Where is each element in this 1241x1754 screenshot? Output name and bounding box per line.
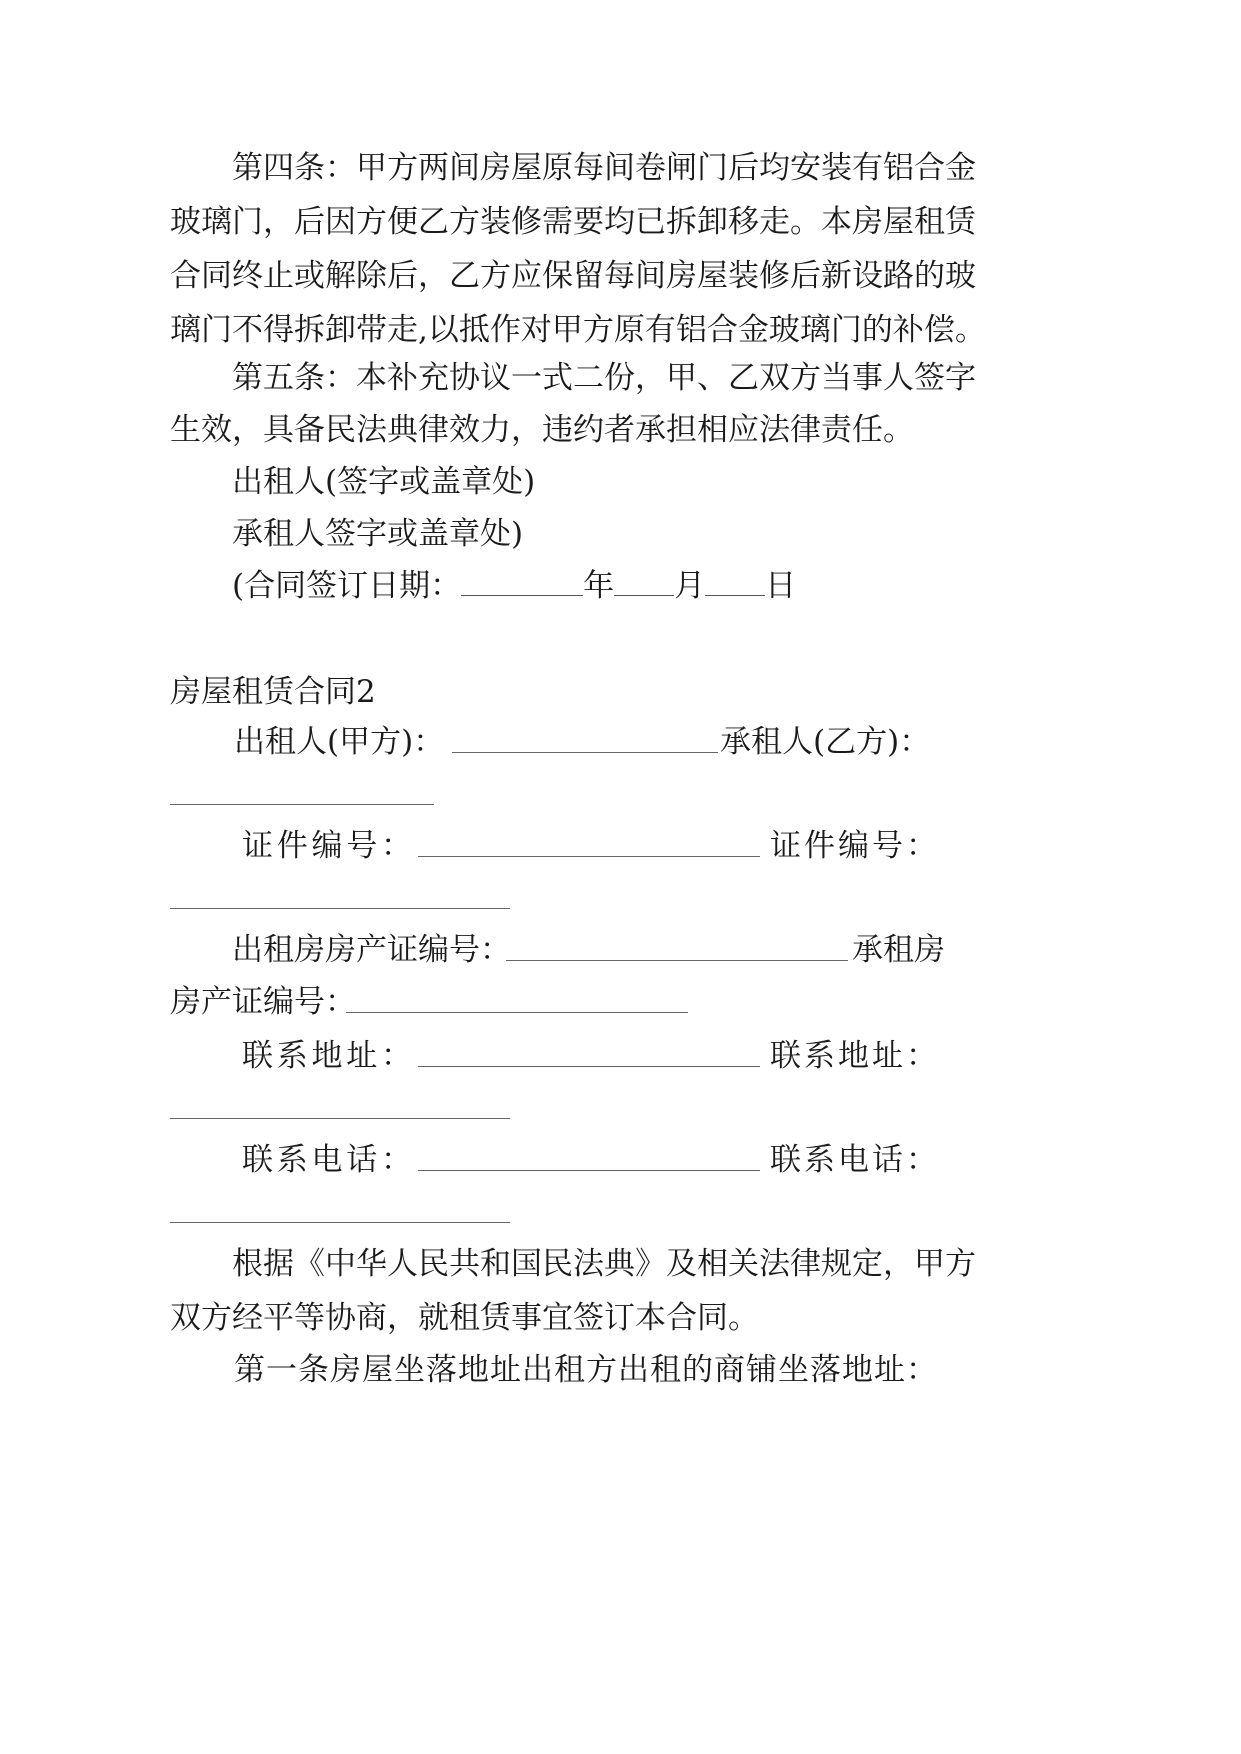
lessor-address-blank <box>418 1066 760 1067</box>
lessee-phone-blank <box>170 1222 510 1223</box>
lessee-signature-label: 承租人签字或盖章处) <box>232 516 524 552</box>
lessor-cert-blank <box>506 960 848 961</box>
lessee-id-blank <box>170 908 510 909</box>
article-4-line-3: 合同终止或解除后，乙方应保留每间房屋装修后新设路的玻 <box>170 258 976 294</box>
article-4-line-1: 第四条：甲方两间房屋原每间卷闸门后均安装有铝合金 <box>232 150 976 186</box>
lessee-address-label: 联系地址： <box>770 1038 937 1074</box>
lessor-phone-label: 联系电话： <box>242 1142 412 1178</box>
lessee-phone-label: 联系电话： <box>770 1142 937 1178</box>
signing-date-label: (合同签订日期： <box>232 568 462 604</box>
article-4-line-2: 玻璃门，后因方便乙方装修需要均已拆卸移走。本房屋租赁 <box>170 204 976 240</box>
lessee-party-blank <box>170 804 434 805</box>
year-blank <box>461 569 583 596</box>
lessor-cert-label: 出租房房产证编号： <box>232 932 511 968</box>
year-label: 年 <box>583 568 615 604</box>
month-label: 月 <box>674 568 706 604</box>
lessor-address-label: 联系地址： <box>242 1038 412 1074</box>
article-5-line-2: 生效，具备民法典律效力，违约者承担相应法律责任。 <box>170 412 914 448</box>
lessee-address-blank <box>170 1118 510 1119</box>
basis-line-1: 根据《中华人民共和国民法典》及相关法律规定，甲方 <box>232 1246 976 1282</box>
article-5-line-1: 第五条：本补充协议一式二份，甲、乙双方当事人签字 <box>232 360 976 396</box>
lessee-party-label: 承租人(乙方)： <box>720 724 931 760</box>
lessor-id-blank <box>418 856 760 857</box>
lessor-id-label: 证件编号： <box>242 828 412 864</box>
lessor-signature-label: 出租人(签字或盖章处) <box>232 464 536 500</box>
contract-2-article-1-line-1: 第一条房屋坐落地址出租方出租的商铺坐落地址： <box>234 1352 937 1388</box>
month-blank <box>614 569 674 596</box>
lessee-cert-label-a: 承租房 <box>852 932 945 968</box>
lessee-cert-blank <box>346 1012 688 1013</box>
contract-2-title: 房屋租赁合同2 <box>170 674 376 710</box>
lessee-id-label: 证件编号： <box>770 828 937 864</box>
signing-date-line <box>232 566 796 606</box>
lessor-party-label: 出租人(甲方)： <box>234 724 445 760</box>
day-label: 日 <box>765 568 797 604</box>
lessor-phone-blank <box>418 1170 760 1171</box>
article-4-line-4: 璃门不得拆卸带走,以抵作对甲方原有铝合金玻璃门的补偿。 <box>170 312 986 348</box>
basis-line-2: 双方经平等协商，就租赁事宜签订本合同。 <box>170 1300 759 1336</box>
day-blank <box>705 569 765 596</box>
lessee-cert-label-b: 房产证编号： <box>170 984 356 1020</box>
lessor-party-blank <box>452 752 718 753</box>
